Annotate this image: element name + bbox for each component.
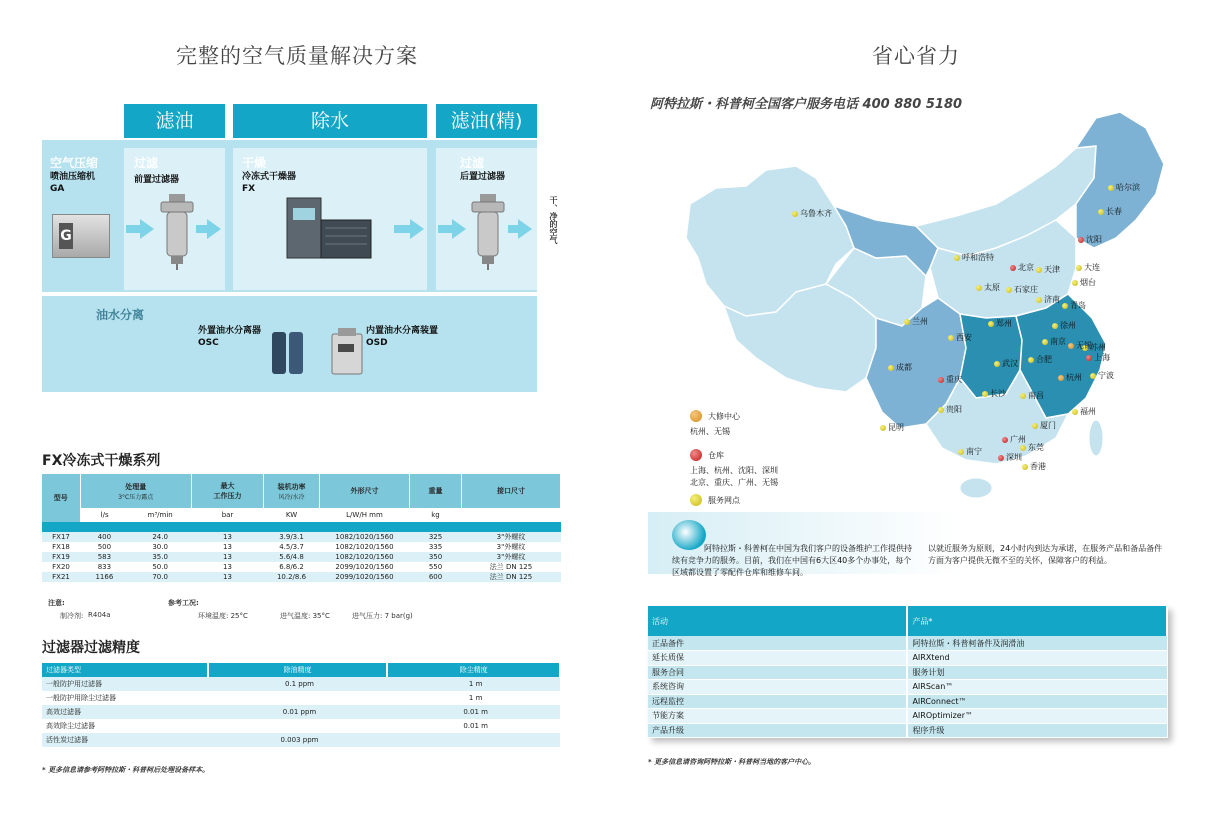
- filter-cell: 一般防护用过滤器: [46, 680, 102, 688]
- fx-inlet-pressure: 进气压力: 7 bar(g): [352, 612, 413, 620]
- prefilter-image: [157, 192, 197, 270]
- city-label: 福州: [1080, 407, 1096, 416]
- fx-cell: FX21: [52, 573, 70, 581]
- filter-cell: 0.1 ppm: [284, 680, 315, 688]
- activity-cell: AIRScan™: [907, 680, 1167, 695]
- city-label: 无锡: [1076, 341, 1092, 350]
- filter-row: [42, 719, 560, 733]
- legend-warehouse-cities2: 北京、重庆、广州、无锡: [690, 478, 778, 487]
- city-marker-icon: [1036, 297, 1042, 303]
- osd-code: OSD: [366, 338, 388, 348]
- fx-cell: 13: [223, 533, 232, 541]
- fx-col-pressure: 最大 工作压力: [192, 474, 264, 508]
- fx-cell: 583: [97, 553, 112, 561]
- fx-cell: 5.6/4.8: [279, 553, 304, 561]
- flow-arrow-icon: [140, 219, 154, 239]
- fx-cell: 3"外螺纹: [496, 543, 526, 551]
- filter-row: [42, 691, 560, 705]
- city-marker-icon: [888, 365, 894, 371]
- city-label: 天津: [1044, 265, 1060, 274]
- fx-cell: 35.0: [152, 553, 168, 561]
- fx-row: [42, 542, 561, 552]
- fx-cell: 1082/1020/1560: [335, 543, 394, 551]
- region-hainan: [960, 478, 992, 498]
- city-marker-icon: [954, 255, 960, 261]
- fx-cell: 1082/1020/1560: [335, 533, 394, 541]
- fx-cell: 4.5/3.7: [279, 543, 304, 551]
- fx-row: [42, 552, 561, 562]
- city-marker-icon: [1032, 423, 1038, 429]
- city-marker-icon: [1108, 185, 1114, 191]
- city-label: 徐州: [1060, 321, 1076, 330]
- city-marker-icon: [1006, 287, 1012, 293]
- fx-note-label: 注意:: [48, 599, 65, 607]
- activity-col-activity: 活动: [648, 606, 907, 636]
- city-marker-icon: [938, 407, 944, 413]
- city-marker-icon: [1028, 357, 1034, 363]
- activity-table: [648, 606, 1168, 738]
- city-label: 深圳: [1006, 453, 1022, 462]
- fx-cell: 350: [428, 553, 443, 561]
- city-marker-icon: [938, 377, 944, 383]
- flow-arrow-icon: [452, 219, 466, 239]
- city-label: 兰州: [912, 317, 928, 326]
- fx-cell: 13: [223, 563, 232, 571]
- fx-table-title: FX冷冻式干燥系列: [42, 453, 161, 469]
- filter-col-dust: 除尘精度: [387, 663, 560, 677]
- city-marker-icon: [1072, 409, 1078, 415]
- fx-cell: 6.8/6.2: [279, 563, 304, 571]
- city-label: 济南: [1044, 295, 1060, 304]
- city-marker-icon: [1052, 323, 1058, 329]
- region-taiwan: [1089, 420, 1103, 456]
- city-marker-icon: [1068, 343, 1074, 349]
- fx-cell: 24.0: [152, 533, 168, 541]
- city-marker-icon: [988, 321, 994, 327]
- filter-cell: [387, 733, 560, 747]
- left-page-title: 完整的空气质量解决方案: [176, 44, 418, 68]
- fx-cell: 335: [428, 543, 443, 551]
- city-marker-icon: [1090, 373, 1096, 379]
- fx-inlet-temp: 进气温度: 35°C: [280, 612, 330, 620]
- postfilter-line1: 后置过滤器: [460, 172, 506, 182]
- fx-cell: 70.0: [152, 573, 168, 581]
- fx-refrigerant-label: 制冷剂:: [60, 612, 84, 620]
- city-marker-icon: [1020, 445, 1026, 451]
- city-marker-icon: [958, 449, 964, 455]
- repair-center-icon: [690, 410, 702, 422]
- fx-cell: 2099/1020/1560: [335, 573, 394, 581]
- activity-row: [648, 680, 1167, 695]
- fx-cell: 30.0: [152, 543, 168, 551]
- filter-cell: 一般防护用除尘过滤器: [46, 694, 116, 702]
- activity-cell: 远程监控: [648, 694, 907, 709]
- city-label: 长春: [1106, 207, 1122, 216]
- fx-cell: 3.9/3.1: [279, 533, 304, 541]
- fx-unit: m³/min: [147, 511, 173, 519]
- city-label: 西安: [956, 333, 972, 342]
- dryer-heading: 干燥: [242, 156, 267, 170]
- separation-heading: 油水分离: [96, 308, 145, 322]
- filter-cell: 0.01 ppm: [282, 708, 317, 716]
- city-label: 长沙: [990, 389, 1006, 398]
- fx-cell: 法兰 DN 125: [489, 563, 533, 571]
- city-label: 南京: [1050, 337, 1066, 346]
- city-marker-icon: [998, 455, 1004, 461]
- filter-cell: 0.01 m: [463, 722, 488, 730]
- activity-cell: AIRConnect™: [907, 694, 1167, 709]
- fx-separator: [42, 522, 561, 532]
- city-marker-icon: [1002, 437, 1008, 443]
- compressor-line1: 喷油压缩机: [50, 172, 96, 182]
- legend-warehouse-cities1: 上海、杭州、沈阳、深圳: [690, 466, 778, 475]
- activity-row: [648, 723, 1167, 738]
- filter-cell: 活性炭过滤器: [46, 736, 88, 744]
- filter-cell: 0.003 ppm: [280, 736, 319, 744]
- fx-row: [42, 572, 561, 582]
- fx-cell: 600: [428, 573, 443, 581]
- city-label: 厦门: [1040, 421, 1056, 430]
- fx-ref-label: 参考工况:: [168, 599, 199, 607]
- activity-cell: 产品升级: [648, 723, 907, 738]
- city-marker-icon: [1062, 303, 1068, 309]
- osc-name: 外置油水分离器: [198, 326, 262, 336]
- city-marker-icon: [1078, 237, 1084, 243]
- activity-cell: 节能方案: [648, 709, 907, 724]
- fx-cell: 1166: [95, 573, 114, 581]
- output-label: 干、净的空气: [549, 196, 558, 244]
- stage-header-oil: 滤油: [124, 104, 225, 138]
- filter-cell: 高效除尘过滤器: [46, 722, 95, 730]
- activity-row: [648, 665, 1167, 680]
- compressor-heading: 空气压缩: [50, 156, 99, 170]
- filter-row: [42, 733, 560, 747]
- city-label: 武汉: [1002, 359, 1018, 368]
- city-label: 大连: [1084, 263, 1100, 272]
- city-label: 上海: [1094, 353, 1110, 362]
- legend-repair-cities: 杭州、无锡: [690, 427, 730, 436]
- fx-cell: 500: [97, 543, 112, 551]
- service-text-right: 以就近服务为原则，24小时内到达为承诺，在服务产品和备品备件方面为客户提供无微不至的关怀，保障客户的利益。: [928, 544, 1163, 565]
- city-label: 太原: [984, 283, 1000, 292]
- fx-table: [42, 474, 561, 582]
- activity-cell: 程序升级: [907, 723, 1167, 738]
- filter-footnote: * 更多信息请参考阿特拉斯・科普柯后处理设备样本。: [42, 766, 210, 774]
- city-marker-icon: [1058, 375, 1064, 381]
- osc-code: OSC: [198, 338, 219, 348]
- city-label: 南昌: [1028, 391, 1044, 400]
- fx-cell: 10.2/8.6: [276, 573, 307, 581]
- fx-cell: 400: [97, 533, 112, 541]
- city-marker-icon: [994, 361, 1000, 367]
- filter-table-title: 过滤器过滤精度: [42, 640, 140, 656]
- warehouse-icon: [690, 449, 702, 461]
- prefilter-heading: 过滤: [134, 156, 159, 170]
- city-marker-icon: [1098, 209, 1104, 215]
- dryer-line1: 冷冻式干燥器: [242, 172, 297, 182]
- city-marker-icon: [1076, 265, 1082, 271]
- fx-cell: FX17: [52, 533, 70, 541]
- activity-cell: 阿特拉斯・科普柯备件及润滑油: [907, 636, 1167, 651]
- activity-cell: AIRXtend: [907, 651, 1167, 666]
- fx-cell: 1082/1020/1560: [335, 553, 394, 561]
- city-label: 石家庄: [1014, 285, 1038, 294]
- activity-row: [648, 709, 1167, 724]
- city-label: 广州: [1010, 435, 1026, 444]
- city-label: 贵阳: [946, 405, 962, 414]
- fx-col-model: 型号: [42, 474, 80, 522]
- right-page-title: 省心省力: [872, 44, 960, 68]
- activity-cell: 正品备件: [648, 636, 907, 651]
- compressor-image: [52, 214, 110, 258]
- fx-cell: 法兰 DN 125: [489, 573, 533, 581]
- fx-unit: bar: [221, 511, 234, 519]
- filter-row: [42, 677, 560, 691]
- postfilter-heading: 过滤: [460, 156, 485, 170]
- city-label: 青岛: [1070, 301, 1086, 310]
- city-marker-icon: [982, 391, 988, 397]
- fx-col-power: 装机功率 风冷/水冷: [264, 474, 320, 508]
- fx-cell: 50.0: [152, 563, 168, 571]
- city-label: 昆明: [888, 423, 904, 432]
- service-text-left: 阿特拉斯・科普柯在中国为我们客户的设备维护工作提供持续有竞争力的服务。目前，我们在中国有6大区40多个办事处，每个区域都设置了零配件仓库和维修车间。: [672, 544, 912, 577]
- fx-cell: 13: [223, 543, 232, 551]
- activity-cell: 服务计划: [907, 665, 1167, 680]
- fx-unit: L/W/H mm: [346, 511, 383, 519]
- filter-cell: 高效过滤器: [46, 708, 81, 716]
- fx-unit: l/s: [100, 511, 109, 519]
- fx-refrigerant: R404a: [88, 611, 111, 619]
- flow-arrow-icon: [207, 219, 221, 239]
- filter-cell: 1 m: [468, 694, 483, 702]
- city-label: 郑州: [996, 319, 1012, 328]
- legend: [690, 410, 778, 506]
- service-point-icon: [690, 494, 702, 506]
- activity-row: [648, 651, 1167, 666]
- fx-cell: 13: [223, 553, 232, 561]
- fx-cell: FX19: [52, 553, 70, 561]
- stage-header-water: 除水: [233, 104, 427, 138]
- fx-cell: 833: [97, 563, 112, 571]
- hotline: 阿特拉斯・科普柯全国客户服务电话 400 880 5180: [650, 97, 963, 112]
- flow-arrow-icon: [518, 219, 532, 239]
- city-marker-icon: [880, 425, 886, 431]
- fx-row: [42, 532, 561, 542]
- filter-table: [42, 663, 561, 747]
- activity-col-product: 产品*: [907, 606, 1167, 636]
- city-marker-icon: [948, 335, 954, 341]
- legend-repair: 大修中心: [708, 411, 740, 421]
- city-label: 东莞: [1028, 443, 1044, 452]
- city-marker-icon: [1036, 267, 1042, 273]
- fx-cell: 325: [428, 533, 443, 541]
- city-label: 宁波: [1098, 371, 1114, 380]
- activity-cell: 服务合同: [648, 665, 907, 680]
- city-label: 重庆: [946, 375, 962, 384]
- filter-cell: [208, 691, 388, 705]
- legend-warehouse: 仓库: [708, 450, 724, 460]
- city-label: 呼和浩特: [962, 253, 994, 262]
- stage-header-oil-fine: 滤油(精): [436, 104, 537, 138]
- osc-image: [270, 330, 306, 376]
- flow-arrow-icon: [410, 219, 424, 239]
- fx-col-size: 外形尺寸: [320, 474, 410, 508]
- activity-cell: 延长质保: [648, 651, 907, 666]
- city-marker-icon: [1086, 355, 1092, 361]
- fx-cell: FX18: [52, 543, 70, 551]
- city-marker-icon: [904, 319, 910, 325]
- city-label: 烟台: [1080, 278, 1096, 287]
- city-label: 乌鲁木齐: [800, 209, 832, 218]
- fx-cell: 2099/1020/1560: [335, 563, 394, 571]
- filter-col-oil: 除油精度: [208, 663, 388, 677]
- city-label: 沈阳: [1086, 235, 1102, 244]
- fx-col-flow: 处理量 3°C压力露点: [80, 474, 192, 508]
- fx-col-flow-sub: 3°C压力露点: [118, 493, 154, 501]
- fx-unit: kg: [431, 511, 440, 519]
- activity-footnote: * 更多信息请咨询阿特拉斯・科普柯当地的客户中心。: [648, 758, 816, 766]
- city-label: 北京: [1018, 263, 1034, 272]
- fx-col-port: 接口尺寸: [462, 474, 561, 508]
- filter-cell: 1 m: [468, 680, 483, 688]
- fx-cell: 3"外螺纹: [496, 533, 526, 541]
- city-label: 成都: [896, 363, 912, 372]
- fx-ambient: 环境温度: 25°C: [198, 612, 248, 620]
- fx-col-weight: 重量: [410, 474, 462, 508]
- fx-row: [42, 562, 561, 572]
- fx-unit: KW: [285, 511, 298, 519]
- dryer-image: [285, 194, 375, 264]
- city-label: 苏州: [1090, 343, 1106, 352]
- fx-cell: FX20: [52, 563, 70, 571]
- legend-service: 服务网点: [708, 495, 740, 505]
- city-marker-icon: [1042, 339, 1048, 345]
- activity-row: [648, 694, 1167, 709]
- city-marker-icon: [792, 211, 798, 217]
- osd-image: [326, 326, 366, 376]
- fx-cell: 550: [428, 563, 443, 571]
- activity-cell: 系统咨询: [648, 680, 907, 695]
- osd-name: 内置油水分离装置: [366, 326, 439, 336]
- city-marker-icon: [1020, 393, 1026, 399]
- filter-cell: [208, 719, 388, 733]
- city-label: 合肥: [1036, 355, 1052, 364]
- compressor-line2: GA: [50, 184, 65, 194]
- city-label: 杭州: [1066, 373, 1082, 382]
- compressor-logo: G: [59, 223, 73, 249]
- city-marker-icon: [1010, 265, 1016, 271]
- city-marker-icon: [1072, 280, 1078, 286]
- activity-cell: AIROptimizer™: [907, 709, 1167, 724]
- city-label: 香港: [1030, 462, 1046, 471]
- city-label: 哈尔滨: [1116, 183, 1140, 192]
- city-label: 南宁: [966, 447, 982, 456]
- fx-cell: 13: [223, 573, 232, 581]
- city-marker-icon: [1022, 464, 1028, 470]
- fx-cell: 3"外螺纹: [496, 553, 526, 561]
- filter-col-type: 过滤器类型: [42, 663, 208, 677]
- activity-row: [648, 636, 1167, 651]
- prefilter-line1: 前置过滤器: [134, 175, 180, 185]
- dryer-line2: FX: [242, 184, 256, 194]
- filter-row: [42, 705, 560, 719]
- city-marker-icon: [976, 285, 982, 291]
- filter-cell: 0.01 m: [463, 708, 488, 716]
- postfilter-image: [468, 192, 508, 270]
